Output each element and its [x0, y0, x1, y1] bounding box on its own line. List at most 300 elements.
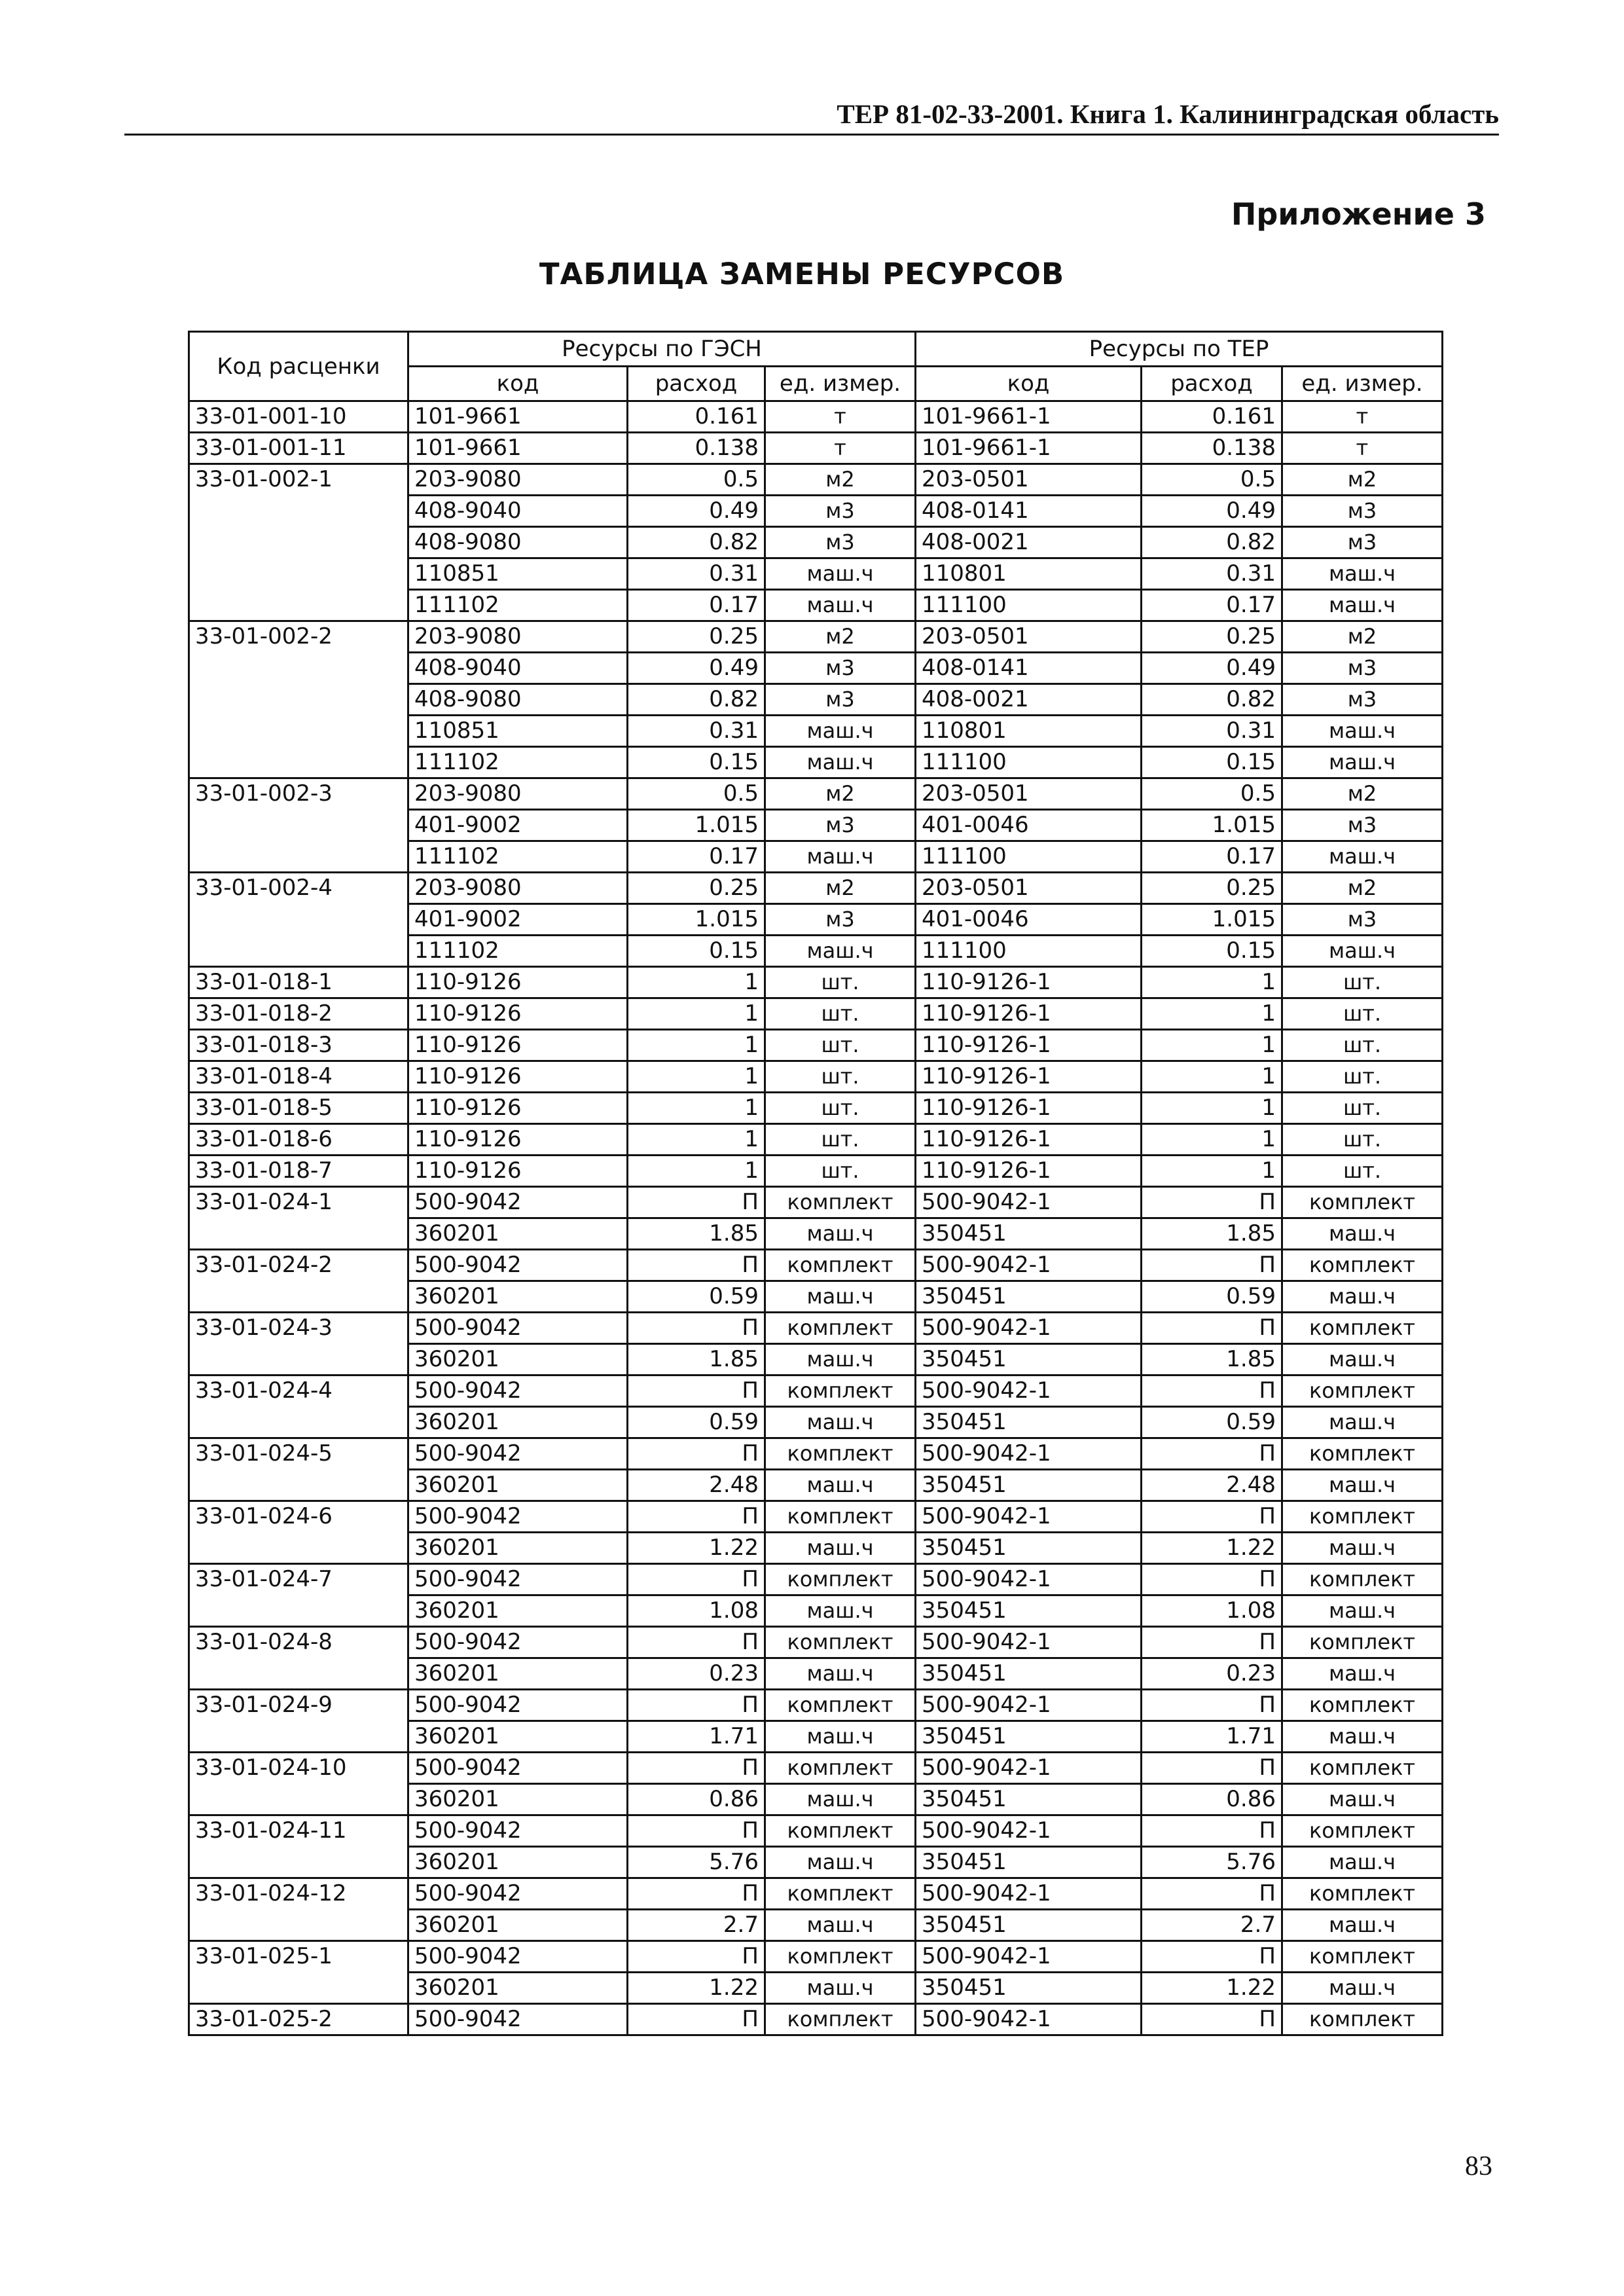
- gesn-unit-cell: м3: [765, 810, 916, 841]
- rate-code-cell: 33-01-024-7: [189, 1564, 408, 1627]
- gesn-unit-cell: комплект: [765, 1376, 916, 1407]
- header-gesn-code: код: [408, 367, 628, 401]
- gesn-consumption-cell: 0.23: [628, 1658, 765, 1690]
- gesn-unit-cell: шт.: [765, 1061, 916, 1093]
- table-row: [189, 401, 1443, 433]
- rate-code-cell: 33-01-002-2: [189, 621, 408, 778]
- gesn-unit-cell: маш.ч: [765, 558, 916, 590]
- header-ter-unit: ед. измер.: [1282, 367, 1443, 401]
- gesn-consumption-cell: 2.48: [628, 1470, 765, 1501]
- rate-code-cell: 33-01-018-6: [189, 1124, 408, 1156]
- gesn-unit-cell: маш.ч: [765, 1847, 916, 1878]
- table-row: [189, 1250, 1443, 1281]
- ter-unit-cell: маш.ч: [1282, 1910, 1443, 1941]
- gesn-consumption-cell: П: [628, 1878, 765, 1910]
- table-row: [189, 1878, 1443, 1910]
- gesn-unit-cell: комплект: [765, 1815, 916, 1847]
- gesn-code-cell: 360201: [408, 1721, 628, 1753]
- ter-code-cell: 500-9042-1: [916, 1501, 1142, 1533]
- gesn-consumption-cell: 0.82: [628, 684, 765, 716]
- gesn-unit-cell: м3: [765, 653, 916, 684]
- ter-code-cell: 350451: [916, 1344, 1142, 1376]
- rate-code-cell: 33-01-024-2: [189, 1250, 408, 1313]
- ter-code-cell: 203-0501: [916, 621, 1142, 653]
- rate-code-cell: 33-01-002-3: [189, 778, 408, 873]
- ter-consumption-cell: 0.82: [1142, 527, 1282, 558]
- ter-unit-cell: м3: [1282, 684, 1443, 716]
- ter-code-cell: 350451: [916, 1910, 1142, 1941]
- gesn-consumption-cell: П: [628, 1376, 765, 1407]
- gesn-unit-cell: м3: [765, 904, 916, 936]
- gesn-unit-cell: маш.ч: [765, 1910, 916, 1941]
- gesn-unit-cell: маш.ч: [765, 1407, 916, 1438]
- ter-code-cell: 500-9042-1: [916, 1753, 1142, 1784]
- gesn-consumption-cell: 1.015: [628, 904, 765, 936]
- ter-unit-cell: шт.: [1282, 998, 1443, 1030]
- gesn-unit-cell: м3: [765, 527, 916, 558]
- ter-consumption-cell: П: [1142, 1250, 1282, 1281]
- ter-code-cell: 500-9042-1: [916, 1376, 1142, 1407]
- ter-unit-cell: маш.ч: [1282, 1281, 1443, 1313]
- ter-code-cell: 110-9126-1: [916, 1093, 1142, 1124]
- gesn-unit-cell: м3: [765, 684, 916, 716]
- gesn-code-cell: 111102: [408, 936, 628, 967]
- gesn-code-cell: 360201: [408, 1533, 628, 1564]
- gesn-code-cell: 101-9661: [408, 433, 628, 464]
- ter-code-cell: 350451: [916, 1218, 1142, 1250]
- ter-code-cell: 110801: [916, 716, 1142, 747]
- gesn-consumption-cell: 2.7: [628, 1910, 765, 1941]
- gesn-consumption-cell: 1.85: [628, 1218, 765, 1250]
- gesn-consumption-cell: 1: [628, 998, 765, 1030]
- ter-consumption-cell: 2.48: [1142, 1470, 1282, 1501]
- ter-consumption-cell: П: [1142, 1501, 1282, 1533]
- rate-code-cell: 33-01-024-5: [189, 1438, 408, 1501]
- ter-code-cell: 500-9042-1: [916, 1564, 1142, 1595]
- gesn-code-cell: 408-9040: [408, 496, 628, 527]
- ter-unit-cell: комплект: [1282, 1941, 1443, 1973]
- ter-consumption-cell: 0.161: [1142, 401, 1282, 433]
- gesn-consumption-cell: 5.76: [628, 1847, 765, 1878]
- ter-consumption-cell: П: [1142, 1753, 1282, 1784]
- ter-code-cell: 401-0046: [916, 810, 1142, 841]
- ter-code-cell: 408-0021: [916, 684, 1142, 716]
- gesn-code-cell: 500-9042: [408, 2004, 628, 2035]
- gesn-unit-cell: м2: [765, 464, 916, 496]
- ter-code-cell: 350451: [916, 1973, 1142, 2004]
- gesn-code-cell: 500-9042: [408, 1941, 628, 1973]
- ter-consumption-cell: 0.15: [1142, 747, 1282, 778]
- gesn-unit-cell: маш.ч: [765, 1973, 916, 2004]
- ter-code-cell: 350451: [916, 1281, 1142, 1313]
- running-header: ТЕР 81-02-33-2001. Книга 1. Калининградская область: [837, 99, 1499, 129]
- ter-consumption-cell: 1: [1142, 1061, 1282, 1093]
- table-row: [189, 1627, 1443, 1658]
- ter-code-cell: 110-9126-1: [916, 1156, 1142, 1187]
- gesn-code-cell: 360201: [408, 1344, 628, 1376]
- ter-consumption-cell: П: [1142, 1564, 1282, 1595]
- ter-consumption-cell: 0.23: [1142, 1658, 1282, 1690]
- ter-unit-cell: комплект: [1282, 1690, 1443, 1721]
- table-row: [189, 1941, 1443, 1973]
- ter-consumption-cell: П: [1142, 1313, 1282, 1344]
- gesn-unit-cell: маш.ч: [765, 1470, 916, 1501]
- rate-code-cell: 33-01-018-3: [189, 1030, 408, 1061]
- gesn-unit-cell: м2: [765, 778, 916, 810]
- ter-consumption-cell: 0.49: [1142, 653, 1282, 684]
- ter-consumption-cell: 0.86: [1142, 1784, 1282, 1815]
- gesn-unit-cell: комплект: [765, 1878, 916, 1910]
- ter-code-cell: 350451: [916, 1784, 1142, 1815]
- ter-consumption-cell: П: [1142, 1627, 1282, 1658]
- table-row: [189, 998, 1443, 1030]
- gesn-consumption-cell: 0.59: [628, 1281, 765, 1313]
- gesn-consumption-cell: 1: [628, 967, 765, 998]
- ter-unit-cell: маш.ч: [1282, 1218, 1443, 1250]
- gesn-code-cell: 203-9080: [408, 873, 628, 904]
- ter-consumption-cell: 1.22: [1142, 1973, 1282, 2004]
- ter-code-cell: 500-9042-1: [916, 1878, 1142, 1910]
- gesn-consumption-cell: 0.82: [628, 527, 765, 558]
- ter-unit-cell: м2: [1282, 621, 1443, 653]
- gesn-code-cell: 110-9126: [408, 1093, 628, 1124]
- gesn-unit-cell: шт.: [765, 1030, 916, 1061]
- gesn-unit-cell: маш.ч: [765, 716, 916, 747]
- ter-consumption-cell: П: [1142, 1878, 1282, 1910]
- ter-code-cell: 111100: [916, 936, 1142, 967]
- ter-code-cell: 203-0501: [916, 873, 1142, 904]
- gesn-unit-cell: шт.: [765, 998, 916, 1030]
- gesn-unit-cell: комплект: [765, 1313, 916, 1344]
- ter-unit-cell: комплект: [1282, 1250, 1443, 1281]
- table-row: [189, 1376, 1443, 1407]
- ter-unit-cell: комплект: [1282, 1438, 1443, 1470]
- gesn-unit-cell: м2: [765, 621, 916, 653]
- rate-code-cell: 33-01-024-6: [189, 1501, 408, 1564]
- gesn-consumption-cell: 1: [628, 1030, 765, 1061]
- gesn-consumption-cell: 1: [628, 1156, 765, 1187]
- gesn-consumption-cell: 1.015: [628, 810, 765, 841]
- table-body: [189, 401, 1443, 2035]
- ter-code-cell: 111100: [916, 747, 1142, 778]
- table-row: [189, 2004, 1443, 2035]
- table-row: [189, 1501, 1443, 1533]
- gesn-unit-cell: маш.ч: [765, 1218, 916, 1250]
- table-row: [189, 1030, 1443, 1061]
- gesn-unit-cell: маш.ч: [765, 1784, 916, 1815]
- gesn-code-cell: 360201: [408, 1218, 628, 1250]
- gesn-code-cell: 500-9042: [408, 1250, 628, 1281]
- table-title: ТАБЛИЦА ЗАМЕНЫ РЕСУРСОВ: [539, 257, 1065, 291]
- table-row: [189, 1438, 1443, 1470]
- ter-consumption-cell: 5.76: [1142, 1847, 1282, 1878]
- gesn-consumption-cell: 0.17: [628, 841, 765, 873]
- gesn-code-cell: 360201: [408, 1910, 628, 1941]
- header-ter-group: Ресурсы по ТЕР: [916, 332, 1443, 367]
- ter-consumption-cell: 1.85: [1142, 1344, 1282, 1376]
- ter-unit-cell: маш.ч: [1282, 558, 1443, 590]
- header-ter-consumption: расход: [1142, 367, 1282, 401]
- ter-unit-cell: т: [1282, 433, 1443, 464]
- gesn-code-cell: 110851: [408, 558, 628, 590]
- ter-consumption-cell: 0.25: [1142, 621, 1282, 653]
- ter-unit-cell: комплект: [1282, 1501, 1443, 1533]
- ter-code-cell: 350451: [916, 1470, 1142, 1501]
- ter-code-cell: 350451: [916, 1658, 1142, 1690]
- gesn-unit-cell: комплект: [765, 1941, 916, 1973]
- ter-consumption-cell: 0.82: [1142, 684, 1282, 716]
- ter-code-cell: 408-0141: [916, 496, 1142, 527]
- gesn-code-cell: 500-9042: [408, 1187, 628, 1218]
- gesn-code-cell: 360201: [408, 1470, 628, 1501]
- gesn-code-cell: 401-9002: [408, 810, 628, 841]
- ter-unit-cell: комплект: [1282, 1187, 1443, 1218]
- ter-consumption-cell: 0.59: [1142, 1281, 1282, 1313]
- ter-consumption-cell: 1: [1142, 1030, 1282, 1061]
- gesn-code-cell: 360201: [408, 1847, 628, 1878]
- gesn-code-cell: 500-9042: [408, 1376, 628, 1407]
- gesn-consumption-cell: 1.85: [628, 1344, 765, 1376]
- gesn-unit-cell: маш.ч: [765, 590, 916, 621]
- ter-consumption-cell: П: [1142, 1187, 1282, 1218]
- ter-code-cell: 500-9042-1: [916, 1690, 1142, 1721]
- gesn-unit-cell: шт.: [765, 1124, 916, 1156]
- gesn-code-cell: 408-9080: [408, 684, 628, 716]
- gesn-consumption-cell: 0.25: [628, 873, 765, 904]
- ter-unit-cell: комплект: [1282, 1878, 1443, 1910]
- table-row: [189, 1093, 1443, 1124]
- header-gesn-consumption: расход: [628, 367, 765, 401]
- table-row: [189, 1815, 1443, 1847]
- ter-consumption-cell: 1.85: [1142, 1218, 1282, 1250]
- table-row: [189, 967, 1443, 998]
- table-header: [189, 332, 1443, 401]
- ter-code-cell: 110-9126-1: [916, 1030, 1142, 1061]
- gesn-code-cell: 203-9080: [408, 464, 628, 496]
- rate-code-cell: 33-01-001-11: [189, 433, 408, 464]
- ter-consumption-cell: 0.31: [1142, 716, 1282, 747]
- table-row: [189, 1124, 1443, 1156]
- rate-code-cell: 33-01-025-1: [189, 1941, 408, 2004]
- gesn-unit-cell: маш.ч: [765, 1344, 916, 1376]
- appendix-label: Приложение 3: [1231, 196, 1486, 232]
- ter-unit-cell: комплект: [1282, 1753, 1443, 1784]
- gesn-unit-cell: комплект: [765, 1564, 916, 1595]
- gesn-code-cell: 110-9126: [408, 967, 628, 998]
- gesn-code-cell: 500-9042: [408, 1438, 628, 1470]
- gesn-code-cell: 110-9126: [408, 1124, 628, 1156]
- gesn-consumption-cell: П: [628, 1815, 765, 1847]
- ter-unit-cell: маш.ч: [1282, 716, 1443, 747]
- gesn-code-cell: 360201: [408, 1407, 628, 1438]
- ter-code-cell: 401-0046: [916, 904, 1142, 936]
- rate-code-cell: 33-01-024-1: [189, 1187, 408, 1250]
- ter-code-cell: 500-9042-1: [916, 1438, 1142, 1470]
- gesn-unit-cell: м2: [765, 873, 916, 904]
- ter-code-cell: 350451: [916, 1721, 1142, 1753]
- ter-unit-cell: м2: [1282, 464, 1443, 496]
- gesn-code-cell: 408-9040: [408, 653, 628, 684]
- gesn-consumption-cell: 1.08: [628, 1595, 765, 1627]
- table-row: [189, 1564, 1443, 1595]
- table-row: [189, 1061, 1443, 1093]
- ter-code-cell: 350451: [916, 1407, 1142, 1438]
- gesn-unit-cell: шт.: [765, 967, 916, 998]
- gesn-unit-cell: маш.ч: [765, 1658, 916, 1690]
- gesn-code-cell: 360201: [408, 1658, 628, 1690]
- ter-unit-cell: шт.: [1282, 1156, 1443, 1187]
- table-row: [189, 1187, 1443, 1218]
- rate-code-cell: 33-01-024-8: [189, 1627, 408, 1690]
- ter-unit-cell: маш.ч: [1282, 1595, 1443, 1627]
- ter-code-cell: 110-9126-1: [916, 998, 1142, 1030]
- gesn-code-cell: 500-9042: [408, 1564, 628, 1595]
- header-gesn-unit: ед. измер.: [765, 367, 916, 401]
- ter-unit-cell: комплект: [1282, 1815, 1443, 1847]
- ter-code-cell: 408-0021: [916, 527, 1142, 558]
- resource-replacement-table: [188, 331, 1443, 2036]
- ter-unit-cell: т: [1282, 401, 1443, 433]
- ter-unit-cell: маш.ч: [1282, 936, 1443, 967]
- ter-code-cell: 110-9126-1: [916, 967, 1142, 998]
- ter-unit-cell: маш.ч: [1282, 747, 1443, 778]
- gesn-consumption-cell: 1: [628, 1093, 765, 1124]
- gesn-unit-cell: комплект: [765, 1690, 916, 1721]
- ter-consumption-cell: 1.22: [1142, 1533, 1282, 1564]
- gesn-code-cell: 110851: [408, 716, 628, 747]
- ter-consumption-cell: 1.015: [1142, 904, 1282, 936]
- gesn-code-cell: 360201: [408, 1784, 628, 1815]
- ter-consumption-cell: 2.7: [1142, 1910, 1282, 1941]
- rate-code-cell: 33-01-018-1: [189, 967, 408, 998]
- ter-unit-cell: маш.ч: [1282, 1344, 1443, 1376]
- gesn-code-cell: 500-9042: [408, 1753, 628, 1784]
- ter-code-cell: 350451: [916, 1847, 1142, 1878]
- ter-code-cell: 500-9042-1: [916, 1187, 1142, 1218]
- gesn-code-cell: 101-9661: [408, 401, 628, 433]
- gesn-consumption-cell: П: [628, 1753, 765, 1784]
- gesn-code-cell: 360201: [408, 1973, 628, 2004]
- ter-code-cell: 500-9042-1: [916, 1941, 1142, 1973]
- ter-unit-cell: м3: [1282, 653, 1443, 684]
- rate-code-cell: 33-01-018-5: [189, 1093, 408, 1124]
- gesn-code-cell: 500-9042: [408, 1815, 628, 1847]
- ter-code-cell: 350451: [916, 1533, 1142, 1564]
- ter-unit-cell: маш.ч: [1282, 1407, 1443, 1438]
- table-row: [189, 1753, 1443, 1784]
- ter-unit-cell: маш.ч: [1282, 1533, 1443, 1564]
- gesn-consumption-cell: П: [628, 1941, 765, 1973]
- rate-code-cell: 33-01-002-1: [189, 464, 408, 621]
- ter-consumption-cell: 1: [1142, 1093, 1282, 1124]
- header-rate-code: Код расценки: [189, 332, 408, 401]
- ter-consumption-cell: 0.138: [1142, 433, 1282, 464]
- ter-unit-cell: м3: [1282, 496, 1443, 527]
- gesn-consumption-cell: П: [628, 1187, 765, 1218]
- rate-code-cell: 33-01-024-12: [189, 1878, 408, 1941]
- header-gesn-group: Ресурсы по ГЭСН: [408, 332, 916, 367]
- gesn-code-cell: 500-9042: [408, 1627, 628, 1658]
- ter-consumption-cell: П: [1142, 2004, 1282, 2035]
- gesn-unit-cell: комплект: [765, 1187, 916, 1218]
- ter-unit-cell: шт.: [1282, 1030, 1443, 1061]
- ter-consumption-cell: П: [1142, 1690, 1282, 1721]
- gesn-code-cell: 500-9042: [408, 1878, 628, 1910]
- rate-code-cell: 33-01-018-4: [189, 1061, 408, 1093]
- rate-code-cell: 33-01-018-7: [189, 1156, 408, 1187]
- rate-code-cell: 33-01-002-4: [189, 873, 408, 967]
- gesn-consumption-cell: 0.31: [628, 558, 765, 590]
- gesn-code-cell: 110-9126: [408, 1061, 628, 1093]
- ter-unit-cell: маш.ч: [1282, 841, 1443, 873]
- ter-code-cell: 111100: [916, 590, 1142, 621]
- gesn-consumption-cell: П: [628, 1564, 765, 1595]
- ter-unit-cell: комплект: [1282, 2004, 1443, 2035]
- gesn-unit-cell: комплект: [765, 1501, 916, 1533]
- gesn-unit-cell: маш.ч: [765, 1533, 916, 1564]
- gesn-unit-cell: м3: [765, 496, 916, 527]
- ter-unit-cell: комплект: [1282, 1564, 1443, 1595]
- rate-code-cell: 33-01-024-3: [189, 1313, 408, 1376]
- ter-unit-cell: комплект: [1282, 1313, 1443, 1344]
- ter-code-cell: 110-9126-1: [916, 1061, 1142, 1093]
- ter-code-cell: 500-9042-1: [916, 1815, 1142, 1847]
- gesn-unit-cell: комплект: [765, 1627, 916, 1658]
- ter-code-cell: 110-9126-1: [916, 1124, 1142, 1156]
- ter-unit-cell: маш.ч: [1282, 1847, 1443, 1878]
- ter-code-cell: 500-9042-1: [916, 2004, 1142, 2035]
- ter-code-cell: 110801: [916, 558, 1142, 590]
- gesn-consumption-cell: 0.86: [628, 1784, 765, 1815]
- table-row: [189, 433, 1443, 464]
- ter-consumption-cell: 0.5: [1142, 464, 1282, 496]
- gesn-code-cell: 408-9080: [408, 527, 628, 558]
- gesn-unit-cell: маш.ч: [765, 841, 916, 873]
- ter-consumption-cell: 1.015: [1142, 810, 1282, 841]
- ter-consumption-cell: П: [1142, 1815, 1282, 1847]
- gesn-consumption-cell: П: [628, 1250, 765, 1281]
- ter-unit-cell: м3: [1282, 527, 1443, 558]
- gesn-unit-cell: маш.ч: [765, 936, 916, 967]
- ter-unit-cell: шт.: [1282, 1124, 1443, 1156]
- gesn-consumption-cell: 0.17: [628, 590, 765, 621]
- gesn-code-cell: 111102: [408, 747, 628, 778]
- ter-code-cell: 101-9661-1: [916, 401, 1142, 433]
- gesn-code-cell: 360201: [408, 1595, 628, 1627]
- gesn-consumption-cell: 1: [628, 1061, 765, 1093]
- ter-code-cell: 500-9042-1: [916, 1250, 1142, 1281]
- ter-unit-cell: маш.ч: [1282, 1721, 1443, 1753]
- ter-unit-cell: комплект: [1282, 1627, 1443, 1658]
- rate-code-cell: 33-01-024-4: [189, 1376, 408, 1438]
- gesn-consumption-cell: 0.5: [628, 778, 765, 810]
- table-row: [189, 1156, 1443, 1187]
- table-row: [189, 621, 1443, 653]
- ter-consumption-cell: 1: [1142, 998, 1282, 1030]
- gesn-consumption-cell: 0.15: [628, 747, 765, 778]
- gesn-unit-cell: комплект: [765, 2004, 916, 2035]
- table-row: [189, 464, 1443, 496]
- ter-unit-cell: маш.ч: [1282, 1973, 1443, 2004]
- gesn-consumption-cell: П: [628, 1438, 765, 1470]
- gesn-consumption-cell: П: [628, 1313, 765, 1344]
- header-rule: [124, 134, 1499, 136]
- gesn-code-cell: 500-9042: [408, 1313, 628, 1344]
- gesn-unit-cell: комплект: [765, 1250, 916, 1281]
- ter-consumption-cell: 0.17: [1142, 590, 1282, 621]
- ter-unit-cell: маш.ч: [1282, 1658, 1443, 1690]
- gesn-consumption-cell: 1: [628, 1124, 765, 1156]
